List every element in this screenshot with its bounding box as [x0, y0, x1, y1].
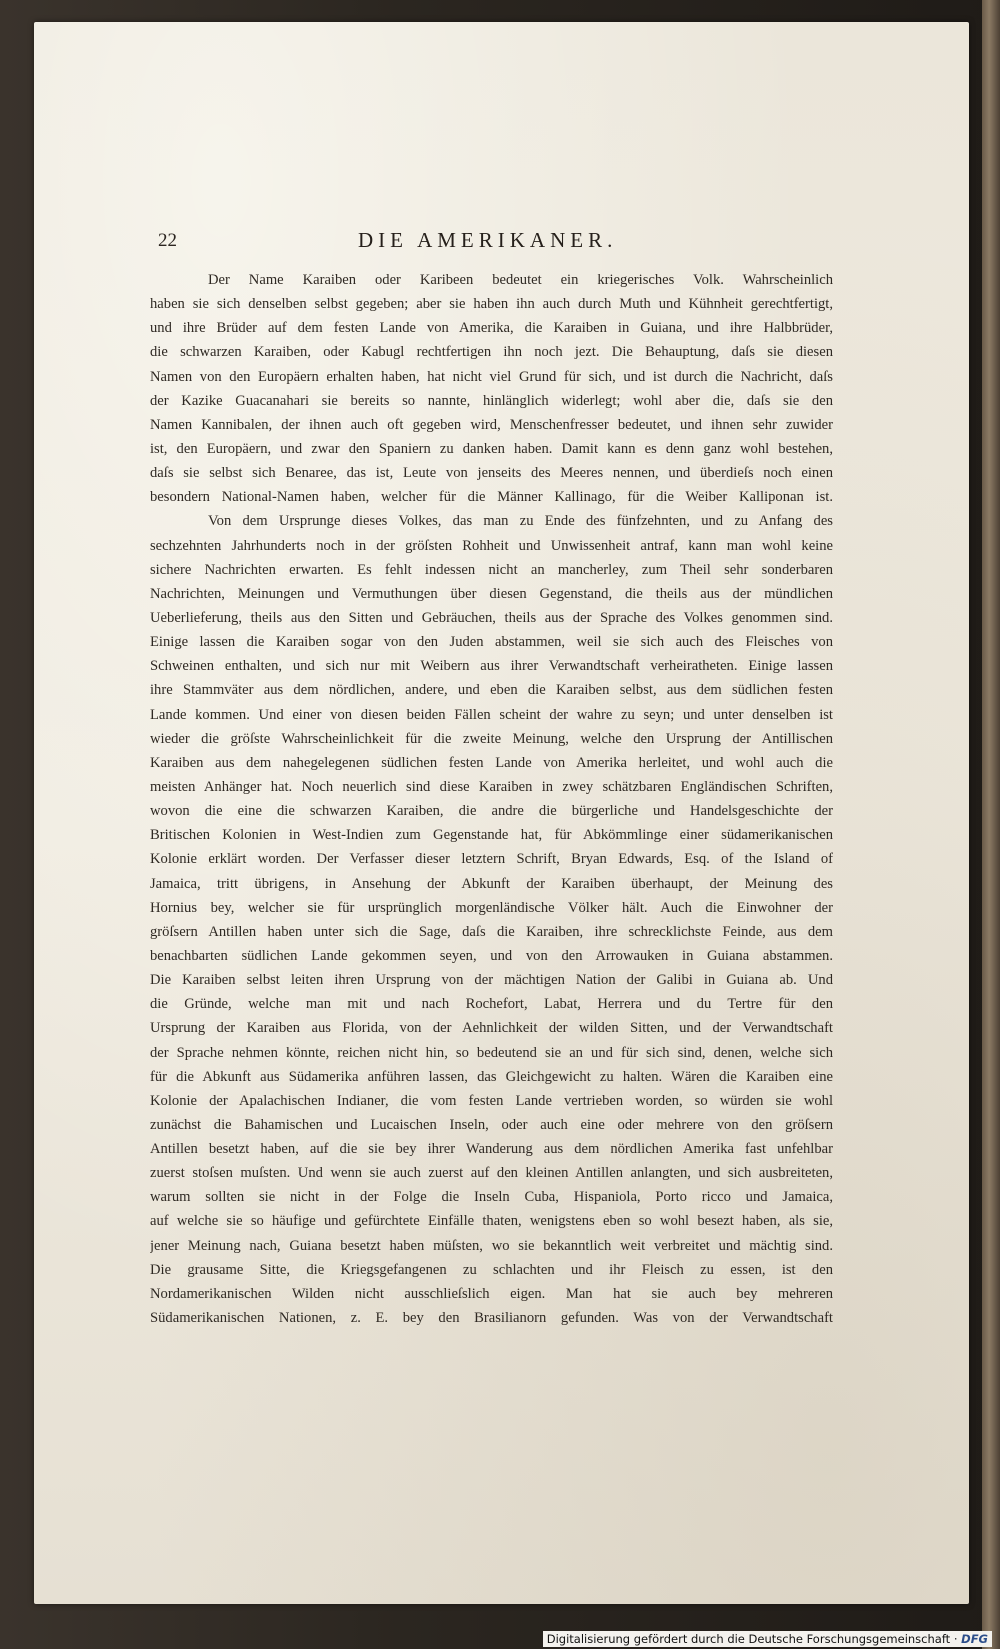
text-line: jener Meinung nach, Guiana besetzt haben müſsten, wo sie bekanntlich weit verbreitet und mächtig sind. — [150, 1237, 833, 1254]
text-line: sichere Nachrichten erwarten. Es fehlt indessen nicht an mancherley, zum Theil sehr sonderbaren — [150, 561, 833, 578]
text-line: auf welche sie so häufige und gefürchtete Einfälle thaten, wenigstens eben so wohl besezt haben, als sie, — [150, 1213, 833, 1230]
text-line: Schweinen enthalten, und sich nur mit Weibern aus ihrer Verwandtschaft verheiratheten. Einige lassen — [150, 658, 833, 675]
text-line: die schwarzen Karaiben, oder Kabugl rechtfertigen ihn noch jezt. Die Behauptung, daſs sie diesen — [150, 344, 833, 361]
text-line: besondern National-Namen haben, welcher für die Männer Kallinago, für die Weiber Kalliponan ist. — [150, 489, 833, 506]
text-line: Einige lassen die Karaiben sogar von den Juden abstammen, weil sie sich auch des Fleisches von — [150, 634, 833, 651]
text-line: wieder die gröſste Wahrscheinlichkeit für die zweite Meinung, welche den Ursprung der Antillischen — [150, 730, 833, 747]
text-line: Lande kommen. Und einer von diesen beiden Fällen scheint der wahre zu seyn; und unter denselben ist — [150, 706, 833, 723]
text-line: und ihre Brüder auf dem festen Lande von Amerika, die Karaiben in Guiana, und ihre Halbbrüder, — [150, 320, 833, 337]
page-number: 22 — [158, 230, 177, 251]
text-line: Die grausame Sitte, die Kriegsgefangenen zu schlachten und ihr Fleisch zu essen, ist den — [150, 1261, 833, 1278]
running-title: DIE AMERIKANER. — [358, 228, 618, 252]
text-line: die Gründe, welche man mit und nach Rochefort, Labat, Herrera und du Tertre für den — [150, 996, 833, 1013]
text-line: der Kazike Guacanahari sie bereits so nannte, hinlänglich widerlegt; wohl aber die, daſs sie den — [150, 392, 833, 409]
credit-text: Digitalisierung gefördert durch die Deutsche Forschungsgemeinschaft — [546, 1632, 951, 1646]
text-line: Namen Kannibalen, der ihnen auch oft gegeben wird, Menschenfresser bedeutet, und ihnen sehr zuwider — [150, 416, 833, 433]
text-line: zunächst die Bahamischen und Lucaischen Inseln, oder auch eine oder mehrere von den gröſsern — [150, 1116, 833, 1133]
text-line: daſs sie selbst sich Benaree, das ist, Leute von jenseits des Meeres nennen, und überdieſs noch einen — [150, 465, 833, 482]
text-line: wovon die eine die schwarzen Karaiben, die andre die bürgerliche und Handelsgeschichte der — [150, 803, 833, 820]
text-line: zuerst stoſsen muſsten. Und wenn sie auch zuerst auf den kleinen Antillen anlangten, und sich ausbreiteten, — [150, 1165, 833, 1182]
text-line: Nordamerikanischen Wilden nicht ausschlieſslich eigen. Man hat sie auch bey mehreren — [150, 1285, 833, 1302]
page-header — [158, 230, 838, 262]
text-line: Ursprung der Karaiben aus Florida, von der Aehnlichkeit der wilden Sitten, und der Verwandtschaft — [150, 1020, 833, 1037]
text-line: Karaiben aus dem nahegelegenen südlichen festen Lande von Amerika herleitet, und wohl auch die — [150, 754, 833, 771]
text-line: Britischen Kolonien in West-Indien zum Gegenstande hat, für Abkömmlinge einer südamerikanischen — [150, 827, 833, 844]
text-line: gröſsern Antillen haben unter sich die Sage, daſs die Karaiben, ihre schrecklichste Feinde, aus dem — [150, 923, 833, 940]
dfg-logo-icon: DFG — [961, 1632, 988, 1646]
text-line: Nachrichten, Meinungen und Vermuthungen über diesen Gegenstand, die theils aus der mündlichen — [150, 585, 833, 602]
text-line: Von dem Ursprunge dieses Volkes, das man zu Ende des fünfzehnten, und zu Anfang des — [208, 513, 833, 530]
text-line: der Sprache nehmen könnte, reichen nicht hin, so bedeutend sie an und für sich sind, denen, welche sich — [150, 1044, 833, 1061]
body-text — [150, 268, 833, 1330]
text-line: für die Abkunft aus Südamerika anführen lassen, das Gleichgewicht zu halten. Wären die Karaiben eine — [150, 1068, 833, 1085]
text-line: Südamerikanischen Nationen, z. E. bey den Brasilianorn gefunden. Was von der Verwandtschaft — [150, 1310, 833, 1327]
text-line: benachbarten südlichen Lande gekommen seyen, und von den Arrowauken in Guiana abstammen. — [150, 947, 833, 964]
text-line: ihre Stammväter aus dem nördlichen, andere, und eben die Karaiben selbst, aus dem südlichen festen — [150, 682, 833, 699]
text-line: Jamaica, tritt übrigens, in Ansehung der Abkunft der Karaiben überhaupt, der Meinung des — [150, 875, 833, 892]
book-edge — [982, 0, 1000, 1649]
text-line: Namen von den Europäern erhalten haben, hat nicht viel Grund für sich, und ist durch die Nachricht, daſs — [150, 368, 833, 385]
text-line: Die Karaiben selbst leiten ihren Ursprung von der mächtigen Nation der Galibi in Guiana ab. Und — [150, 972, 833, 989]
text-line: Kolonie der Apalachischen Indianer, die vom festen Lande vertrieben worden, so würden sie wohl — [150, 1092, 833, 1109]
text-line: Der Name Karaiben oder Karibeen bedeutet ein kriegerisches Volk. Wahrscheinlich — [208, 272, 833, 288]
text-line: Ueberlieferung, theils aus den Sitten und Gebräuchen, theils aus der Sprache des Volkes genommen sind. — [150, 609, 833, 626]
text-line: haben sie sich denselben selbst gegeben; aber sie haben ihn auch durch Muth und Kühnheit gerechtfertigt, — [150, 296, 833, 313]
text-line: ist, den Europäern, und zwar den Spaniern zu danken haben. Damit kann es denn ganz wohl bestehen, — [150, 440, 833, 457]
text-line: sechzehnten Jahrhunderts noch in der gröſsten Rohheit und Unwissenheit antraf, kann man wohl keine — [150, 537, 833, 554]
text-line: warum sollten sie nicht in der Folge die Inseln Cuba, Hispaniola, Porto ricco und Jamaica, — [150, 1189, 833, 1206]
text-line: meisten Anhänger hat. Noch neuerlich sind diese Karaiben in zwey schätzbaren Engländischen Schriften, — [150, 778, 833, 795]
text-line: Kolonie erklärt worden. Der Verfasser dieser letztern Schrift, Bryan Edwards, Esq. of the Island of — [150, 851, 833, 868]
text-line: Hornius bey, welcher sie für ursprünglich morgenländische Völker hält. Auch die Einwohner der — [150, 899, 833, 916]
digitization-credit: Digitalisierung gefördert durch die Deutsche Forschungsgemeinschaft · DFG — [543, 1631, 992, 1647]
text-line: Antillen besetzt haben, auf die sie bey ihrer Wanderung aus dem nördlichen Amerika fast unfehlbar — [150, 1141, 833, 1158]
